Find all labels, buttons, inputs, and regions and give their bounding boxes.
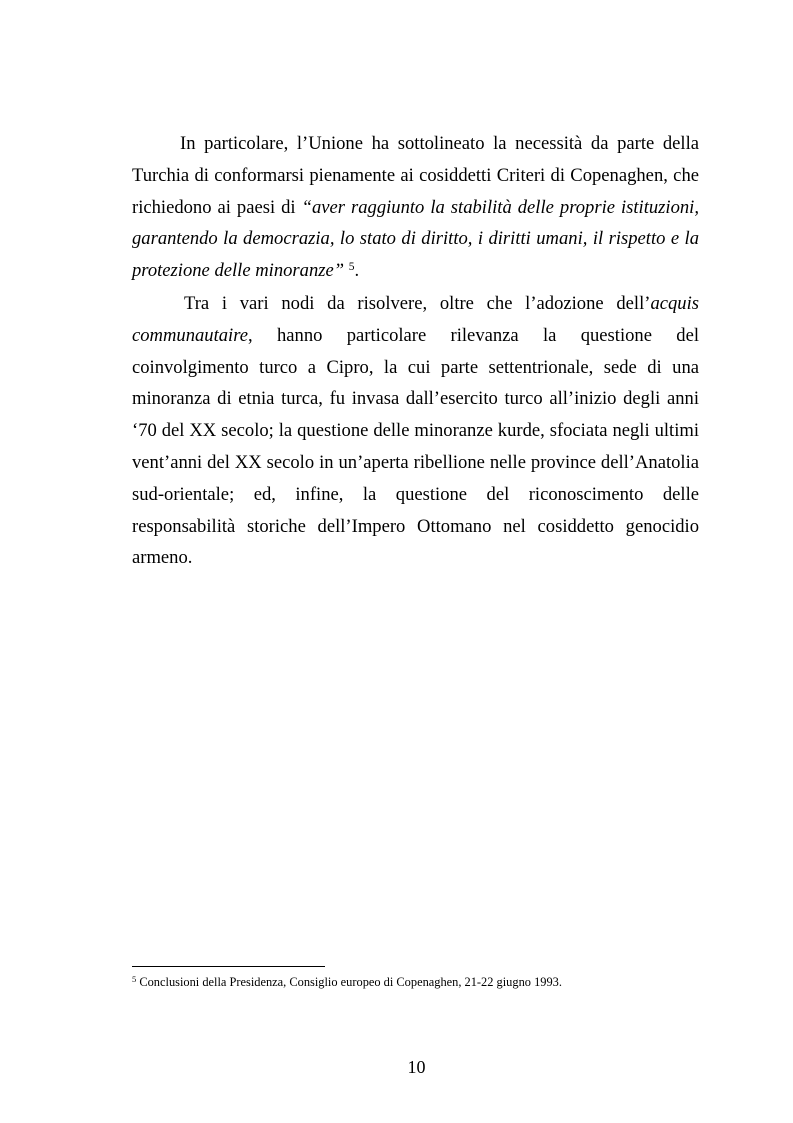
- footnote-reference-5[interactable]: 5: [348, 261, 355, 274]
- footnote-separator: [132, 966, 325, 967]
- copenhagen-criteria-quote: “aver raggiunto la stabilità delle proprie istituzioni, garantendo la democrazia, lo stato di diritto, i diritti umani, il rispetto e la protezione delle minoranze”: [132, 196, 699, 282]
- paragraph-2-text-b: , hanno particolare rilevanza la questione del coinvolgimento turco a Cipro, la cui parte settentrionale, sede di una minoranza di etnia turca, fu invasa dall’esercito turco all’inizio degli anni ‘70 del XX secolo; la questione delle minoranze kurde, sfociata negli ultimi vent’anni del XX secolo in un’aperta ribellione nelle province dell’Anatolia sud-orientale; ed, infine, la questione del riconoscimento delle responsabilità storiche dell’Impero Ottomano nel cosiddetto genocidio armeno.: [132, 324, 699, 569]
- acquis-communautaire-term: acquis communautaire: [132, 292, 699, 346]
- footnote-mark: 5: [132, 974, 137, 984]
- paragraph-1-period: .: [354, 260, 360, 282]
- page-number: 10: [407, 1057, 426, 1077]
- paragraph-2: [132, 288, 699, 574]
- paragraph-1-text-a: In particolare, l’Unione ha sottolineato la necessità da parte della Turchia di conformarsi pienamente ai cosiddetti Criteri di Copenaghen, che richiedono ai paesi di: [132, 133, 699, 218]
- footnote-5: [132, 973, 699, 991]
- paragraph-1: [132, 128, 699, 287]
- paragraph-2-text-a: Tra i vari nodi da risolvere, oltre che l’adozione dell’: [184, 292, 651, 314]
- footnote-text: Conclusioni della Presidenza, Consiglio europeo di Copenaghen, 21-22 giugno 1993.: [136, 975, 562, 989]
- body-text: [132, 128, 699, 574]
